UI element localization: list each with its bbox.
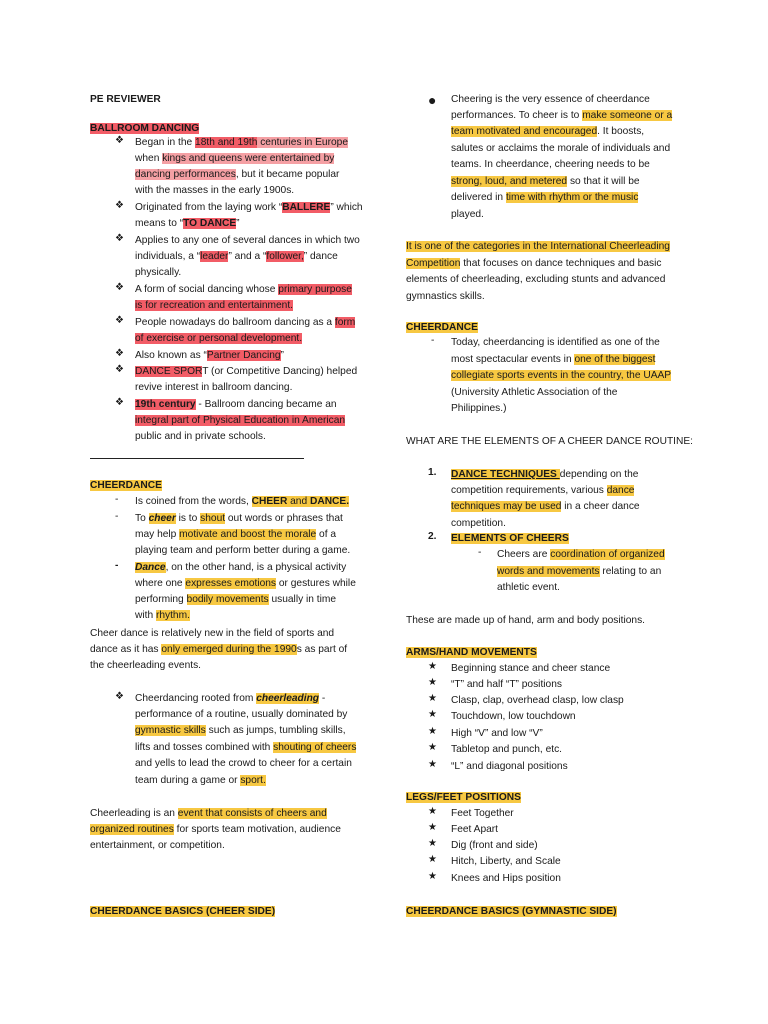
list-item: Clasp, clap, overhead clasp, low clasp bbox=[451, 695, 624, 706]
list-item: Philippines.) bbox=[451, 403, 507, 414]
ballroom-heading: BALLROOM DANCING bbox=[90, 123, 200, 134]
list-item: strong, loud, and metered so that it will be bbox=[451, 176, 640, 187]
cheerdance-heading-right: CHEERDANCE bbox=[406, 322, 478, 333]
star-bullet-icon: ★ bbox=[428, 726, 438, 737]
list-item: Is coined from the words, CHEER and DANCE. bbox=[135, 496, 350, 507]
list-item: Hitch, Liberty, and Scale bbox=[451, 856, 561, 867]
list-item: Cheerdancing rooted from cheerleading - bbox=[135, 693, 326, 704]
number-label: 2. bbox=[428, 531, 437, 542]
diamond-bullet-icon: ❖ bbox=[115, 397, 125, 408]
list-item: Feet Together bbox=[451, 808, 514, 819]
list-item: A form of social dancing whose primary purpose bbox=[135, 284, 352, 295]
list-item: DANCE SPORT (or Competitive Dancing) helped bbox=[135, 366, 358, 377]
list-item: “T” and half “T” positions bbox=[451, 679, 562, 690]
legs-heading: LEGS/FEET POSITIONS bbox=[406, 792, 521, 803]
list-item: DANCE TECHNIQUES depending on the bbox=[451, 469, 639, 480]
paragraph-line: entertainment, or competition. bbox=[90, 840, 225, 851]
list-item: Applies to any one of several dances in which two bbox=[135, 235, 360, 246]
list-item: “L” and diagonal positions bbox=[451, 761, 568, 772]
list-item: team during a game or sport. bbox=[135, 775, 266, 786]
star-bullet-icon: ★ bbox=[428, 822, 438, 833]
list-item: of exercise or personal development. bbox=[135, 333, 303, 344]
star-bullet-icon: ★ bbox=[428, 838, 438, 849]
paragraph-line: Cheerleading is an event that consists of cheers and bbox=[90, 808, 327, 819]
list-item: teams. In cheerdance, cheering needs to be bbox=[451, 159, 650, 170]
list-item: integral part of Physical Education in American bbox=[135, 415, 346, 426]
star-bullet-icon: ★ bbox=[428, 709, 438, 720]
cheer-side-heading: CHEERDANCE BASICS (CHEER SIDE) bbox=[90, 906, 276, 917]
list-item: dancing performances, but it became popular bbox=[135, 169, 340, 180]
list-item: Today, cheerdancing is identified as one of the bbox=[451, 337, 660, 348]
list-item: public and in private schools. bbox=[135, 431, 266, 442]
list-item: playing team and perform better during a game. bbox=[135, 545, 351, 556]
list-item: Dig (front and side) bbox=[451, 840, 538, 851]
star-bullet-icon: ★ bbox=[428, 742, 438, 753]
list-item: Touchdown, low touchdown bbox=[451, 711, 576, 722]
paragraph-line: elements of cheerleading, excluding stunts and advanced bbox=[406, 274, 666, 285]
paragraph-line: the cheerleading events. bbox=[90, 660, 202, 671]
list-item: Also known as “Partner Dancing” bbox=[135, 350, 284, 361]
list-item: words and movements relating to an bbox=[497, 566, 662, 577]
list-item: Tabletop and punch, etc. bbox=[451, 744, 563, 755]
divider bbox=[90, 458, 304, 459]
positions-note: These are made up of hand, arm and body positions. bbox=[406, 615, 645, 626]
list-item: performing bodily movements usually in time bbox=[135, 594, 337, 605]
list-item: physically. bbox=[135, 267, 182, 278]
list-item: 19th century - Ballroom dancing became an bbox=[135, 399, 337, 410]
page-title: PE REVIEWER bbox=[90, 94, 161, 105]
list-item: Dance, on the other hand, is a physical activity bbox=[135, 562, 347, 573]
cheerdance-heading: CHEERDANCE bbox=[90, 480, 162, 491]
list-item: techniques may be used in a cheer dance bbox=[451, 501, 640, 512]
list-item: competition. bbox=[451, 518, 506, 529]
list-item: gymnastic skills such as jumps, tumbling skills, bbox=[135, 725, 346, 736]
diamond-bullet-icon: ❖ bbox=[115, 348, 125, 359]
list-item: collegiate sports events in the country, the UAAP bbox=[451, 370, 672, 381]
list-item: team motivated and encouraged. It boosts, bbox=[451, 126, 645, 137]
list-item: and yells to lead the crowd to cheer for a certain bbox=[135, 758, 352, 769]
list-item: Cheers are coordination of organized bbox=[497, 549, 665, 560]
paragraph-line: Cheer dance is relatively new in the field of sports and bbox=[90, 628, 335, 639]
list-item: Feet Apart bbox=[451, 824, 499, 835]
list-item: Knees and Hips position bbox=[451, 873, 561, 884]
list-item: Began in the 18th and 19th centuries in Europe bbox=[135, 137, 348, 148]
list-item: when kings and queens were entertained by bbox=[135, 153, 335, 164]
dash-bullet-icon: - bbox=[115, 494, 119, 505]
dash-bullet-icon: - bbox=[115, 560, 119, 571]
list-item: (University Athletic Association of the bbox=[451, 387, 618, 398]
list-item: delivered in time with rhythm or the music bbox=[451, 192, 639, 203]
star-bullet-icon: ★ bbox=[428, 693, 438, 704]
list-item: To cheer is to shout out words or phrases that bbox=[135, 513, 343, 524]
list-item: performance of a routine, usually dominated by bbox=[135, 709, 348, 720]
list-item: where one expresses emotions or gestures while bbox=[135, 578, 356, 589]
paragraph-line: Competition that focuses on dance techniques and basic bbox=[406, 258, 662, 269]
list-item: athletic event. bbox=[497, 582, 560, 593]
dash-bullet-icon: - bbox=[115, 511, 119, 522]
list-item: played. bbox=[451, 209, 484, 220]
paragraph-line: gymnastics skills. bbox=[406, 291, 485, 302]
star-bullet-icon: ★ bbox=[428, 806, 438, 817]
list-item: Originated from the laying work “BALLERE” which bbox=[135, 202, 363, 213]
list-item: revive interest in ballroom dancing. bbox=[135, 382, 293, 393]
diamond-bullet-icon: ❖ bbox=[115, 135, 125, 146]
list-item: may help motivate and boost the morale of a bbox=[135, 529, 337, 540]
diamond-bullet-icon: ❖ bbox=[115, 282, 125, 293]
diamond-bullet-icon: ❖ bbox=[115, 200, 125, 211]
paragraph-line: It is one of the categories in the International Cheerleading bbox=[406, 241, 670, 252]
dash-bullet-icon: - bbox=[431, 335, 435, 346]
list-item: lifts and tosses combined with shouting of cheers bbox=[135, 742, 357, 753]
diamond-bullet-icon: ❖ bbox=[115, 691, 125, 702]
diamond-bullet-icon: ❖ bbox=[115, 364, 125, 375]
list-item: High “V” and low “V” bbox=[451, 728, 543, 739]
dash-bullet-icon: - bbox=[478, 547, 482, 558]
arms-heading: ARMS/HAND MOVEMENTS bbox=[406, 647, 537, 658]
list-item: salutes or acclaims the morale of individuals and bbox=[451, 143, 671, 154]
diamond-bullet-icon: ❖ bbox=[115, 315, 125, 326]
list-item: with rhythm. bbox=[135, 610, 190, 621]
paragraph-line: organized routines for sports team motivation, audience bbox=[90, 824, 341, 835]
elements-question: WHAT ARE THE ELEMENTS OF A CHEER DANCE ROUTINE: bbox=[406, 436, 693, 447]
dot-bullet-icon: ● bbox=[428, 92, 437, 108]
star-bullet-icon: ★ bbox=[428, 871, 438, 882]
list-item: Cheering is the very essence of cheerdance bbox=[451, 94, 650, 105]
list-item: is for recreation and entertainment. bbox=[135, 300, 293, 311]
list-item: with the masses in the early 1900s. bbox=[135, 185, 295, 196]
list-item: most spectacular events in one of the biggest bbox=[451, 354, 656, 365]
star-bullet-icon: ★ bbox=[428, 661, 438, 672]
star-bullet-icon: ★ bbox=[428, 677, 438, 688]
list-item: individuals, a “leader” and a “follower,” dance bbox=[135, 251, 338, 262]
list-item: ELEMENTS OF CHEERS bbox=[451, 533, 569, 544]
list-item: competition requirements, various dance bbox=[451, 485, 635, 496]
list-item: means to “TO DANCE” bbox=[135, 218, 240, 229]
paragraph-line: dance as it has only emerged during the 1990s as part of bbox=[90, 644, 348, 655]
star-bullet-icon: ★ bbox=[428, 759, 438, 770]
list-item: performances. To cheer is to make someone or a bbox=[451, 110, 673, 121]
diamond-bullet-icon: ❖ bbox=[115, 233, 125, 244]
list-item: People nowadays do ballroom dancing as a form bbox=[135, 317, 356, 328]
star-bullet-icon: ★ bbox=[428, 854, 438, 865]
number-label: 1. bbox=[428, 467, 437, 478]
gymnastic-side-heading: CHEERDANCE BASICS (GYMNASTIC SIDE) bbox=[406, 906, 617, 917]
list-item: Beginning stance and cheer stance bbox=[451, 663, 611, 674]
